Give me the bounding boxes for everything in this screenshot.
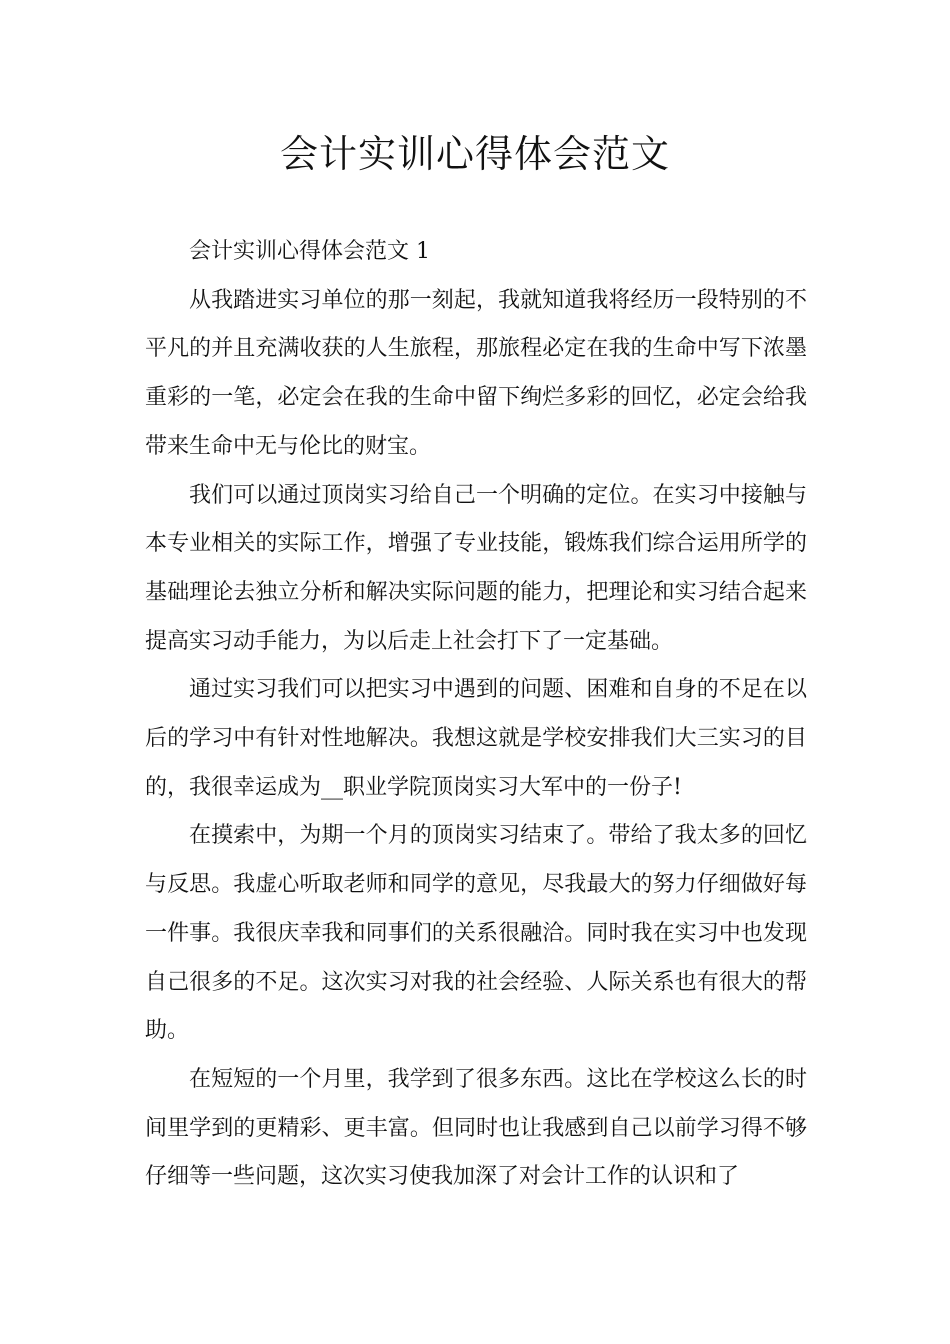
document-title: 会计实训心得体会范文 xyxy=(279,132,670,176)
paragraph: 在摸索中，为期一个月的顶岗实习结束了。带给了我太多的回忆与反思。我虚心听取老师和同学的意见，尽我最大的努力仔细做好每一件事。我很庆幸我和同事们的关系很融洽。同时我在实习中也发现自己很多的不足。这次实习对我的社会经验、人际关系也有很大的帮助。 xyxy=(145,823,807,1044)
paragraph: 从我踏进实习单位的那一刻起，我就知道我将经历一段特别的不平凡的并且充满收获的人生旅程，那旅程必定在我的生命中写下浓墨重彩的一笔，必定会在我的生命中留下绚烂多彩的回忆，必定会给我带来生命中无与伦比的财宝。 xyxy=(145,287,807,459)
paragraph: 通过实习我们可以把实习中遇到的问题、困难和自身的不足在以后的学习中有针对性地解决。我想这就是学校安排我们大三实习的目的，我很幸运成为__职业学院顶岗实习大军中的一份子! xyxy=(145,677,807,800)
paragraph: 我们可以通过顶岗实习给自己一个明确的定位。在实习中接触与本专业相关的实际工作，增强了专业技能，锻炼我们综合运用所学的基础理论去独立分析和解决实际问题的能力，把理论和实习结合起来提高实习动手能力，为以后走上社会打下了一定基础。 xyxy=(145,482,807,654)
document-body xyxy=(145,228,807,1202)
paragraph: 在短短的一个月里，我学到了很多东西。这比在学校这么长的时间里学到的更精彩、更丰富。但同时也让我感到自己以前学习得不够仔细等一些问题，这次实习使我加深了对会计工作的认识和了 xyxy=(145,1066,807,1190)
section-subtitle: 会计实训心得体会范文 1 xyxy=(189,239,430,264)
